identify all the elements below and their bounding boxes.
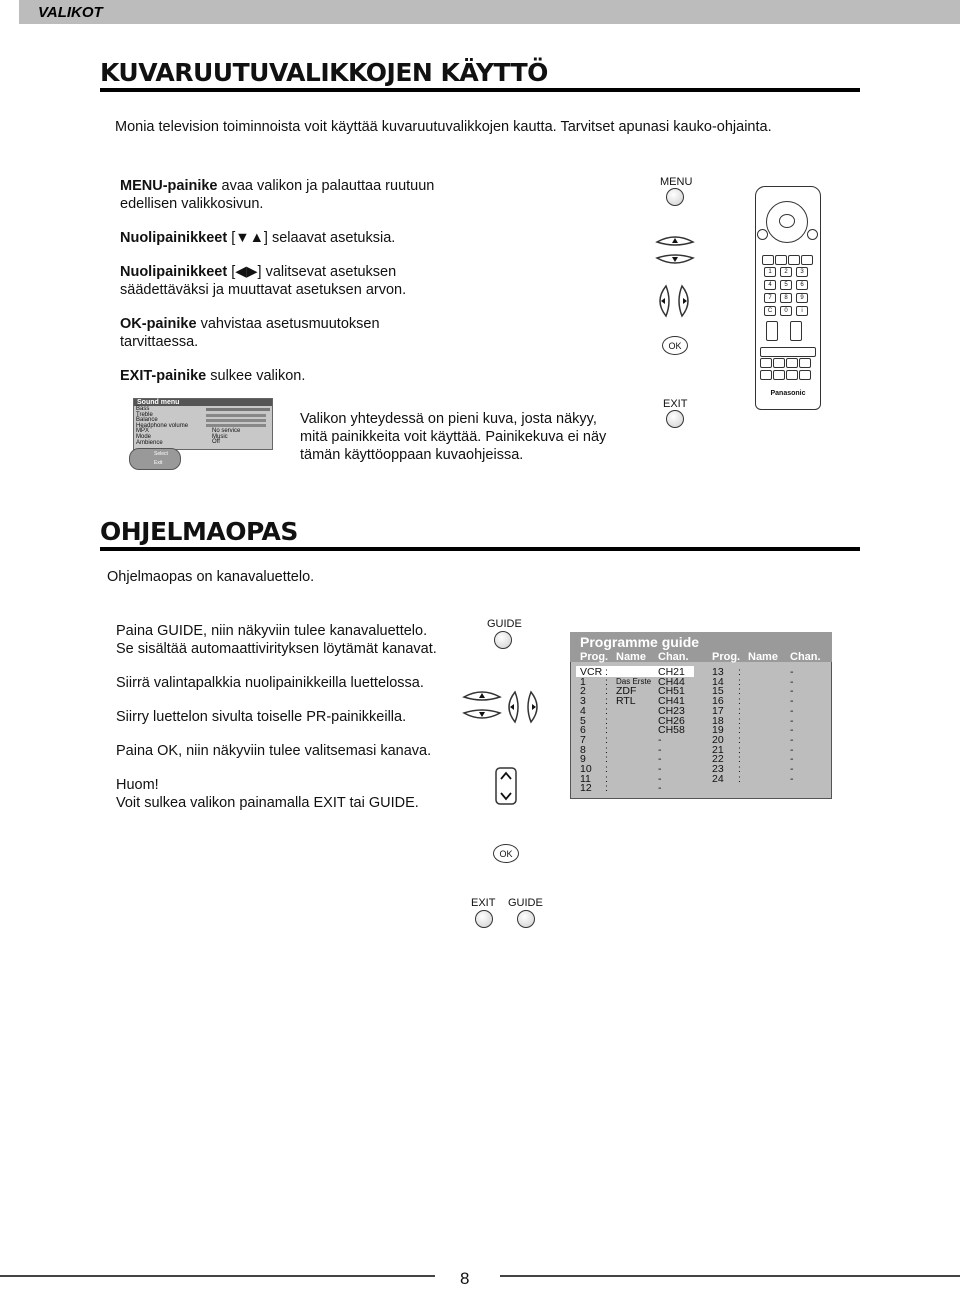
guide-prog: 22	[712, 753, 724, 766]
header-label: VALIKOT	[38, 4, 103, 21]
guide-prog: 23	[712, 763, 724, 775]
remote-key	[773, 358, 785, 368]
guide-guide2-button[interactable]	[517, 910, 535, 928]
treble-slider	[206, 414, 266, 417]
guide-chan: -	[790, 714, 794, 727]
guide-instructions	[116, 622, 466, 812]
guide-exit-button[interactable]	[475, 910, 493, 928]
remote-key-i: i	[796, 306, 808, 316]
footer-line-right	[500, 1275, 960, 1277]
guide-prog: 4	[580, 704, 586, 717]
guide-name: ZDF	[616, 685, 637, 698]
guide-chan: CH44	[658, 675, 685, 688]
guide-prog: 19	[712, 724, 724, 737]
guide-chan: -	[790, 704, 794, 717]
guide-up-down-buttons[interactable]	[462, 689, 502, 721]
guide-paragraph-note: Huom! Voit sulkea valikon painamalla EXIT tai GUIDE.	[116, 777, 419, 811]
bass-slider	[206, 408, 270, 411]
exit-button[interactable]	[666, 410, 684, 428]
remote-key	[773, 370, 785, 380]
guide-paragraph-page: Siirry luettelon sivulta toiselle PR-painikkeilla.	[116, 709, 407, 725]
remote-control-illustration	[755, 186, 821, 410]
guide-chan: -	[658, 782, 662, 795]
col-prog-right: Prog.	[712, 651, 741, 663]
guide-separator: :	[605, 724, 608, 737]
guide-name: RTL	[616, 695, 636, 708]
sound-menu-hint: Select Exit	[129, 448, 181, 470]
instruction-ok: OK-painike vahvistaa asetusmuutoksen tarvittaessa.	[120, 316, 380, 350]
guide-exit-label: EXIT	[471, 897, 496, 909]
guide-separator: :	[605, 714, 608, 727]
guide-prog: 5	[580, 714, 586, 727]
guide-prog: 10	[580, 763, 592, 775]
guide-separator: :	[738, 695, 741, 708]
balance-slider	[206, 419, 266, 422]
up-down-buttons[interactable]	[655, 234, 695, 266]
remote-key	[760, 358, 772, 368]
guide-prog: 12	[580, 782, 592, 795]
guide-chan: -	[658, 743, 662, 756]
guide-chan: -	[790, 695, 794, 708]
remote-key-0: 0	[780, 306, 792, 316]
instruction-menu: MENU-painike avaa valikon ja palauttaa ruutuun edellisen valikkosivun.	[120, 178, 435, 212]
guide-separator: :	[605, 733, 608, 746]
guide-chan: CH58	[658, 724, 685, 737]
guide-separator: :	[738, 763, 741, 775]
guide-prog: 16	[712, 695, 724, 708]
guide-chan: -	[790, 685, 794, 698]
instruction-updown: Nuolipainikkeet [▼▲] selaavat asetuksia.	[120, 230, 396, 246]
left-right-buttons[interactable]	[656, 284, 692, 318]
guide-chan: -	[658, 763, 662, 775]
sound-menu-illustration	[133, 398, 273, 450]
remote-key-9: 9	[796, 293, 808, 303]
guide-separator: :	[605, 753, 608, 766]
col-name-left: Name	[616, 651, 646, 663]
menu-button[interactable]	[666, 188, 684, 206]
remote-key-2: 2	[780, 267, 792, 277]
guide-separator: :	[738, 675, 741, 688]
guide-left-right-buttons[interactable]	[505, 690, 541, 724]
guide-prog: 6	[580, 724, 586, 737]
remote-key-5: 5	[780, 280, 792, 290]
remote-volume-keys	[790, 321, 802, 341]
guide-chan: -	[790, 753, 794, 766]
guide-separator: :	[605, 695, 608, 708]
guide-separator: :	[738, 772, 741, 785]
remote-key-c: C	[764, 306, 776, 316]
guide-separator: :	[738, 685, 741, 698]
section-rule	[100, 88, 860, 92]
guide-chan: CH23	[658, 704, 685, 717]
guide-separator: :	[605, 666, 608, 678]
footer-line-left	[0, 1275, 435, 1277]
guide-prog: 2	[580, 685, 586, 698]
remote-ok-key	[779, 214, 795, 228]
guide-separator: :	[738, 733, 741, 746]
guide-prog: 3	[580, 695, 586, 708]
guide-separator: :	[605, 675, 608, 688]
pr-buttons[interactable]	[495, 767, 517, 805]
guide-chan: CH21	[658, 666, 685, 678]
page-number: 8	[460, 1269, 470, 1288]
guide-chan: -	[790, 743, 794, 756]
guide-intro: Ohjelmaopas on kanavaluettelo.	[107, 569, 315, 585]
guide-separator: :	[738, 724, 741, 737]
remote-key	[775, 255, 787, 265]
remote-function-bar	[760, 347, 816, 357]
guide-separator: :	[738, 753, 741, 766]
guide-chan: -	[790, 666, 794, 678]
programme-guide-title: Programme guide	[580, 634, 700, 650]
guide-separator: :	[605, 763, 608, 775]
guide-paragraph-move: Siirrä valintapalkkia nuolipainikkeilla luettelossa.	[116, 675, 424, 691]
sound-menu-values: No service Music Off	[212, 428, 241, 446]
guide-prog: VCR	[580, 666, 603, 678]
remote-key-7: 7	[764, 293, 776, 303]
remote-key	[786, 358, 798, 368]
guide-prog: 11	[580, 772, 591, 785]
remote-key	[760, 370, 772, 380]
remote-key	[799, 370, 811, 380]
guide-prog: 18	[712, 714, 724, 727]
remote-pr-keys	[766, 321, 778, 341]
guide-separator: :	[605, 743, 608, 756]
remote-key-4: 4	[764, 280, 776, 290]
guide-chan: -	[658, 772, 662, 785]
menu-note: Valikon yhteydessä on pieni kuva, josta näkyy, mitä painikkeita voit käyttää. Painikekuva ei näy tämän käyttöoppaan kuvaohjeissa.	[300, 411, 607, 463]
guide-separator: :	[605, 704, 608, 717]
guide-guide2-label: GUIDE	[508, 897, 543, 909]
guide-prog: 9	[580, 753, 586, 766]
guide-prog: 20	[712, 733, 724, 746]
guide-prog: 17	[712, 704, 724, 717]
remote-right-round-key	[807, 229, 818, 240]
remote-key-6: 6	[796, 280, 808, 290]
section-rule	[100, 547, 860, 551]
guide-button[interactable]	[494, 631, 512, 649]
col-name-right: Name	[748, 651, 778, 663]
guide-separator: :	[605, 685, 608, 698]
guide-paragraph-open: Paina GUIDE, niin näkyviin tulee kanavaluettelo. Se sisältää automaattivirityksen löytämät kanavat.	[116, 623, 437, 657]
remote-key-1: 1	[764, 267, 776, 277]
section-title-menus: KUVARUUTUVALIKKOJEN KÄYTTÖ	[100, 58, 548, 87]
guide-ok-button[interactable]: OK	[493, 844, 519, 863]
guide-chan: -	[790, 724, 794, 737]
headphone-slider	[206, 424, 266, 427]
remote-key	[799, 358, 811, 368]
remote-key	[762, 255, 774, 265]
guide-prog: 1	[580, 675, 586, 688]
instruction-exit: EXIT-painike sulkee valikon.	[120, 368, 306, 384]
guide-prog: 13	[712, 666, 724, 678]
section-title-guide: OHJELMAOPAS	[100, 517, 298, 546]
guide-chan: -	[790, 772, 794, 785]
sound-menu-title: Sound menu	[134, 399, 272, 406]
guide-chan: -	[658, 753, 662, 766]
guide-separator: :	[738, 704, 741, 717]
intro-text: Monia television toiminnoista voit käyttää kuvaruutuvalikkojen kautta. Tarvitset apunasi kauko-ohjainta.	[115, 119, 772, 135]
ok-button[interactable]: OK	[662, 336, 688, 355]
guide-separator: :	[605, 782, 608, 795]
menu-instructions	[120, 177, 480, 385]
remote-key	[788, 255, 800, 265]
guide-chan: -	[790, 675, 794, 688]
guide-chan: CH41	[658, 695, 685, 708]
guide-separator: :	[605, 772, 608, 785]
remote-dpad	[766, 201, 808, 243]
guide-prog: 15	[712, 685, 724, 698]
instruction-leftright: Nuolipainikkeet [◀▶] valitsevat asetuksen säädettäväksi ja muuttavat asetuksen arvon.	[120, 264, 407, 298]
remote-key	[786, 370, 798, 380]
remote-key	[801, 255, 813, 265]
guide-prog: 14	[712, 675, 724, 688]
guide-prog: 8	[580, 743, 586, 756]
guide-chan: -	[790, 733, 794, 746]
guide-separator: :	[738, 714, 741, 727]
guide-button-label: GUIDE	[487, 618, 522, 630]
guide-chan: CH51	[658, 685, 685, 698]
guide-separator: :	[738, 666, 741, 678]
col-prog-left: Prog.	[580, 651, 609, 663]
remote-brand: Panasonic	[770, 390, 806, 397]
guide-prog: 7	[580, 733, 586, 746]
guide-paragraph-select: Paina OK, niin näkyviin tulee valitsemasi kanava.	[116, 743, 432, 759]
guide-chan: -	[790, 763, 794, 775]
remote-left-round-key	[757, 229, 768, 240]
col-chan-left: Chan.	[658, 651, 689, 663]
col-chan-right: Chan.	[790, 651, 821, 663]
guide-chan: -	[658, 733, 662, 746]
guide-chan: CH26	[658, 714, 685, 727]
header-bar	[19, 0, 960, 24]
sound-menu-rows: Bass Treble Balance Headphone volume MPX Mode Ambience	[136, 406, 189, 446]
guide-name: Das Erste	[616, 676, 652, 686]
guide-prog: 24	[712, 772, 724, 785]
guide-separator: :	[738, 743, 741, 756]
guide-prog: 21	[712, 743, 724, 756]
exit-button-label: EXIT	[663, 398, 688, 410]
menu-button-label: MENU	[660, 176, 693, 188]
remote-key-3: 3	[796, 267, 808, 277]
remote-key-8: 8	[780, 293, 792, 303]
